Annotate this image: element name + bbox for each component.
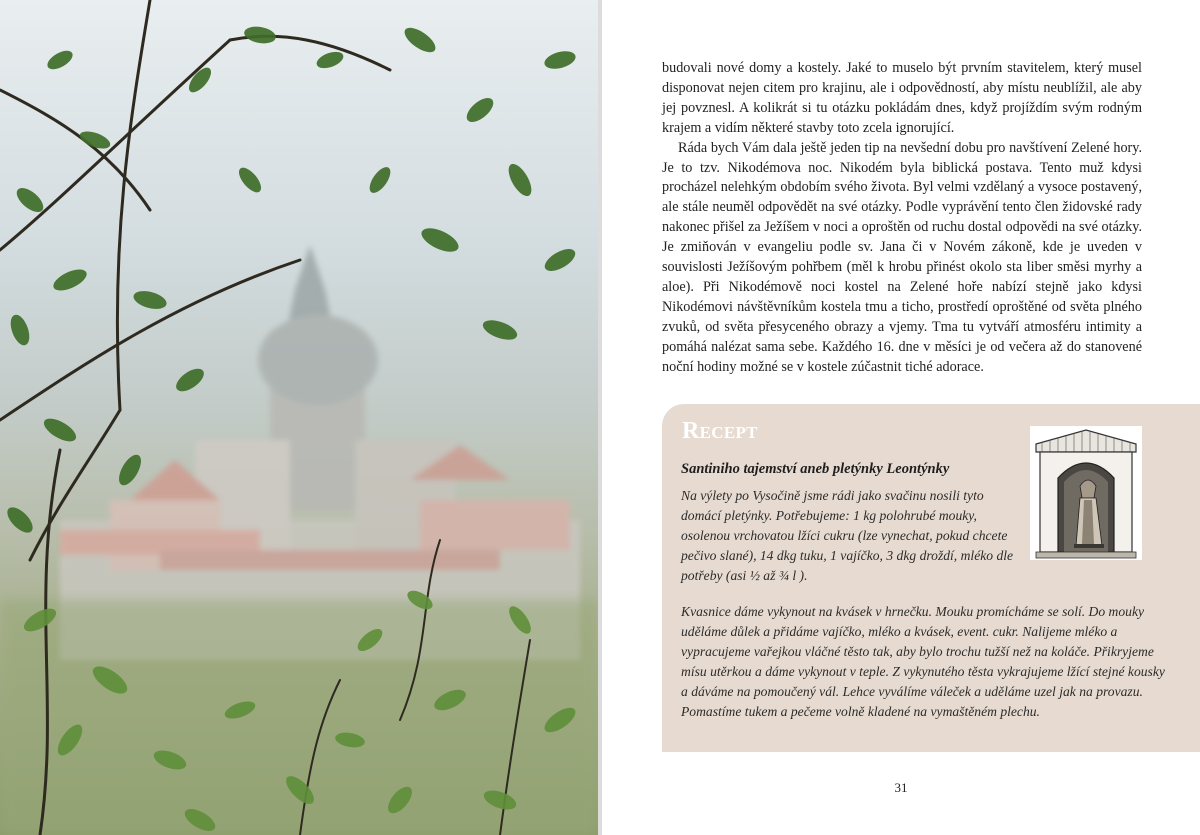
recipe-method: Kvasnice dáme vykynout na kvásek v hrnečku. Mouku promícháme se solí. Do mouky uděláme důlek a přidáme vajíčko, mléko a kvásek, event. cukr. Nalijeme mléko a vypracujeme vařejkou vláčné těsto tak, aby bylo trochu tužší než na koláče. Přikryjeme mísu utěrkou a dáme vykynout v teple. Z vykynutého těsta vykrajujeme lžící stejné kousky a dáváme na pomoučený vál. Lehce vyválíme váleček a uděláme uzel jak na provazu. Pomastíme tukem a pečeme volně kladené na vymaštěném plechu.: [681, 604, 1165, 719]
paragraph-2: Ráda bych Vám dala ještě jeden tip na nevšední dobu pro navštívení Zelené hory. Je to tzv. Nikodémova noc. Nikodém byla biblická postava. Tento muž kdysi procházel nelehkým obdobím svého života. Byl velmi vzdělaný a vysoce postavený, ale stále neuměl odpovědět na své otázky. Podle vyprávění tento člen židovské rady nakonec přišel za Ježíšem v noci a oproštěn od ruchu dostal odpovědi na své otázky. Je zmiňován v evangeliu podle sv. Jana či v Novém zákoně, kde je uveden v souvislosti Ježíšovým pohřbem (měl k hrobu přinést okolo sta liber směsi myrhy a aloe). Při Nikodémově noci kostel na Zelené hoře nabízí stejně jako kdysi Nikodémovi návštěvníkům kostela tmu a ticho, prostředí oproštěné od světa plného zvuků, od světa přesyceného obrazy a vjemy. Tma tu vytváří atmosféru intimity a pomáhá nalézat sama sebe. Každého 16. dne v měsíci je od večera až do stanovené noční hodiny možné se v kostele zúčastnit tiché adorace.: [662, 139, 1142, 375]
photo-illustration: [0, 0, 598, 835]
recipe-box: [662, 404, 1200, 752]
body-text: [662, 59, 1142, 378]
woman-in-doorway-illustration: [1030, 426, 1142, 560]
recipe-ingredients: Na výlety po Vysočině jsme rádi jako svačinu nosili tyto domácí pletýnky. Potřebujeme: 1 kg polohrubé mouky, osolenou vrchovatou lžíci cukru (lze vynechat, pokud chcete pečivo slané), 14 dkg tuku, 1 vajíčko, 3 dkg droždí, mléko dle potřeby (asi ½ až ¾ l ).: [681, 488, 1014, 583]
church-reflection-photo: [0, 0, 598, 835]
recipe-heading: Recept: [682, 418, 758, 444]
paragraph-1: budovali nové domy a kostely. Jaké to muselo být prvním stavitelem, který musel disponovat nejen citem pro krajinu, ale i odpovědností, aby místu neublížil, ale aby jej povznesl. A kolikrát si tu otázku pokládám dnes, když projíždím svým rodným krajem a vidím některé stavby toto zcela ignorující.: [662, 60, 1142, 136]
text-page: [602, 0, 1200, 835]
page-number: 31: [894, 780, 908, 795]
recipe-title: Santiniho tajemství aneb pletýnky Leontýnky: [681, 461, 950, 477]
